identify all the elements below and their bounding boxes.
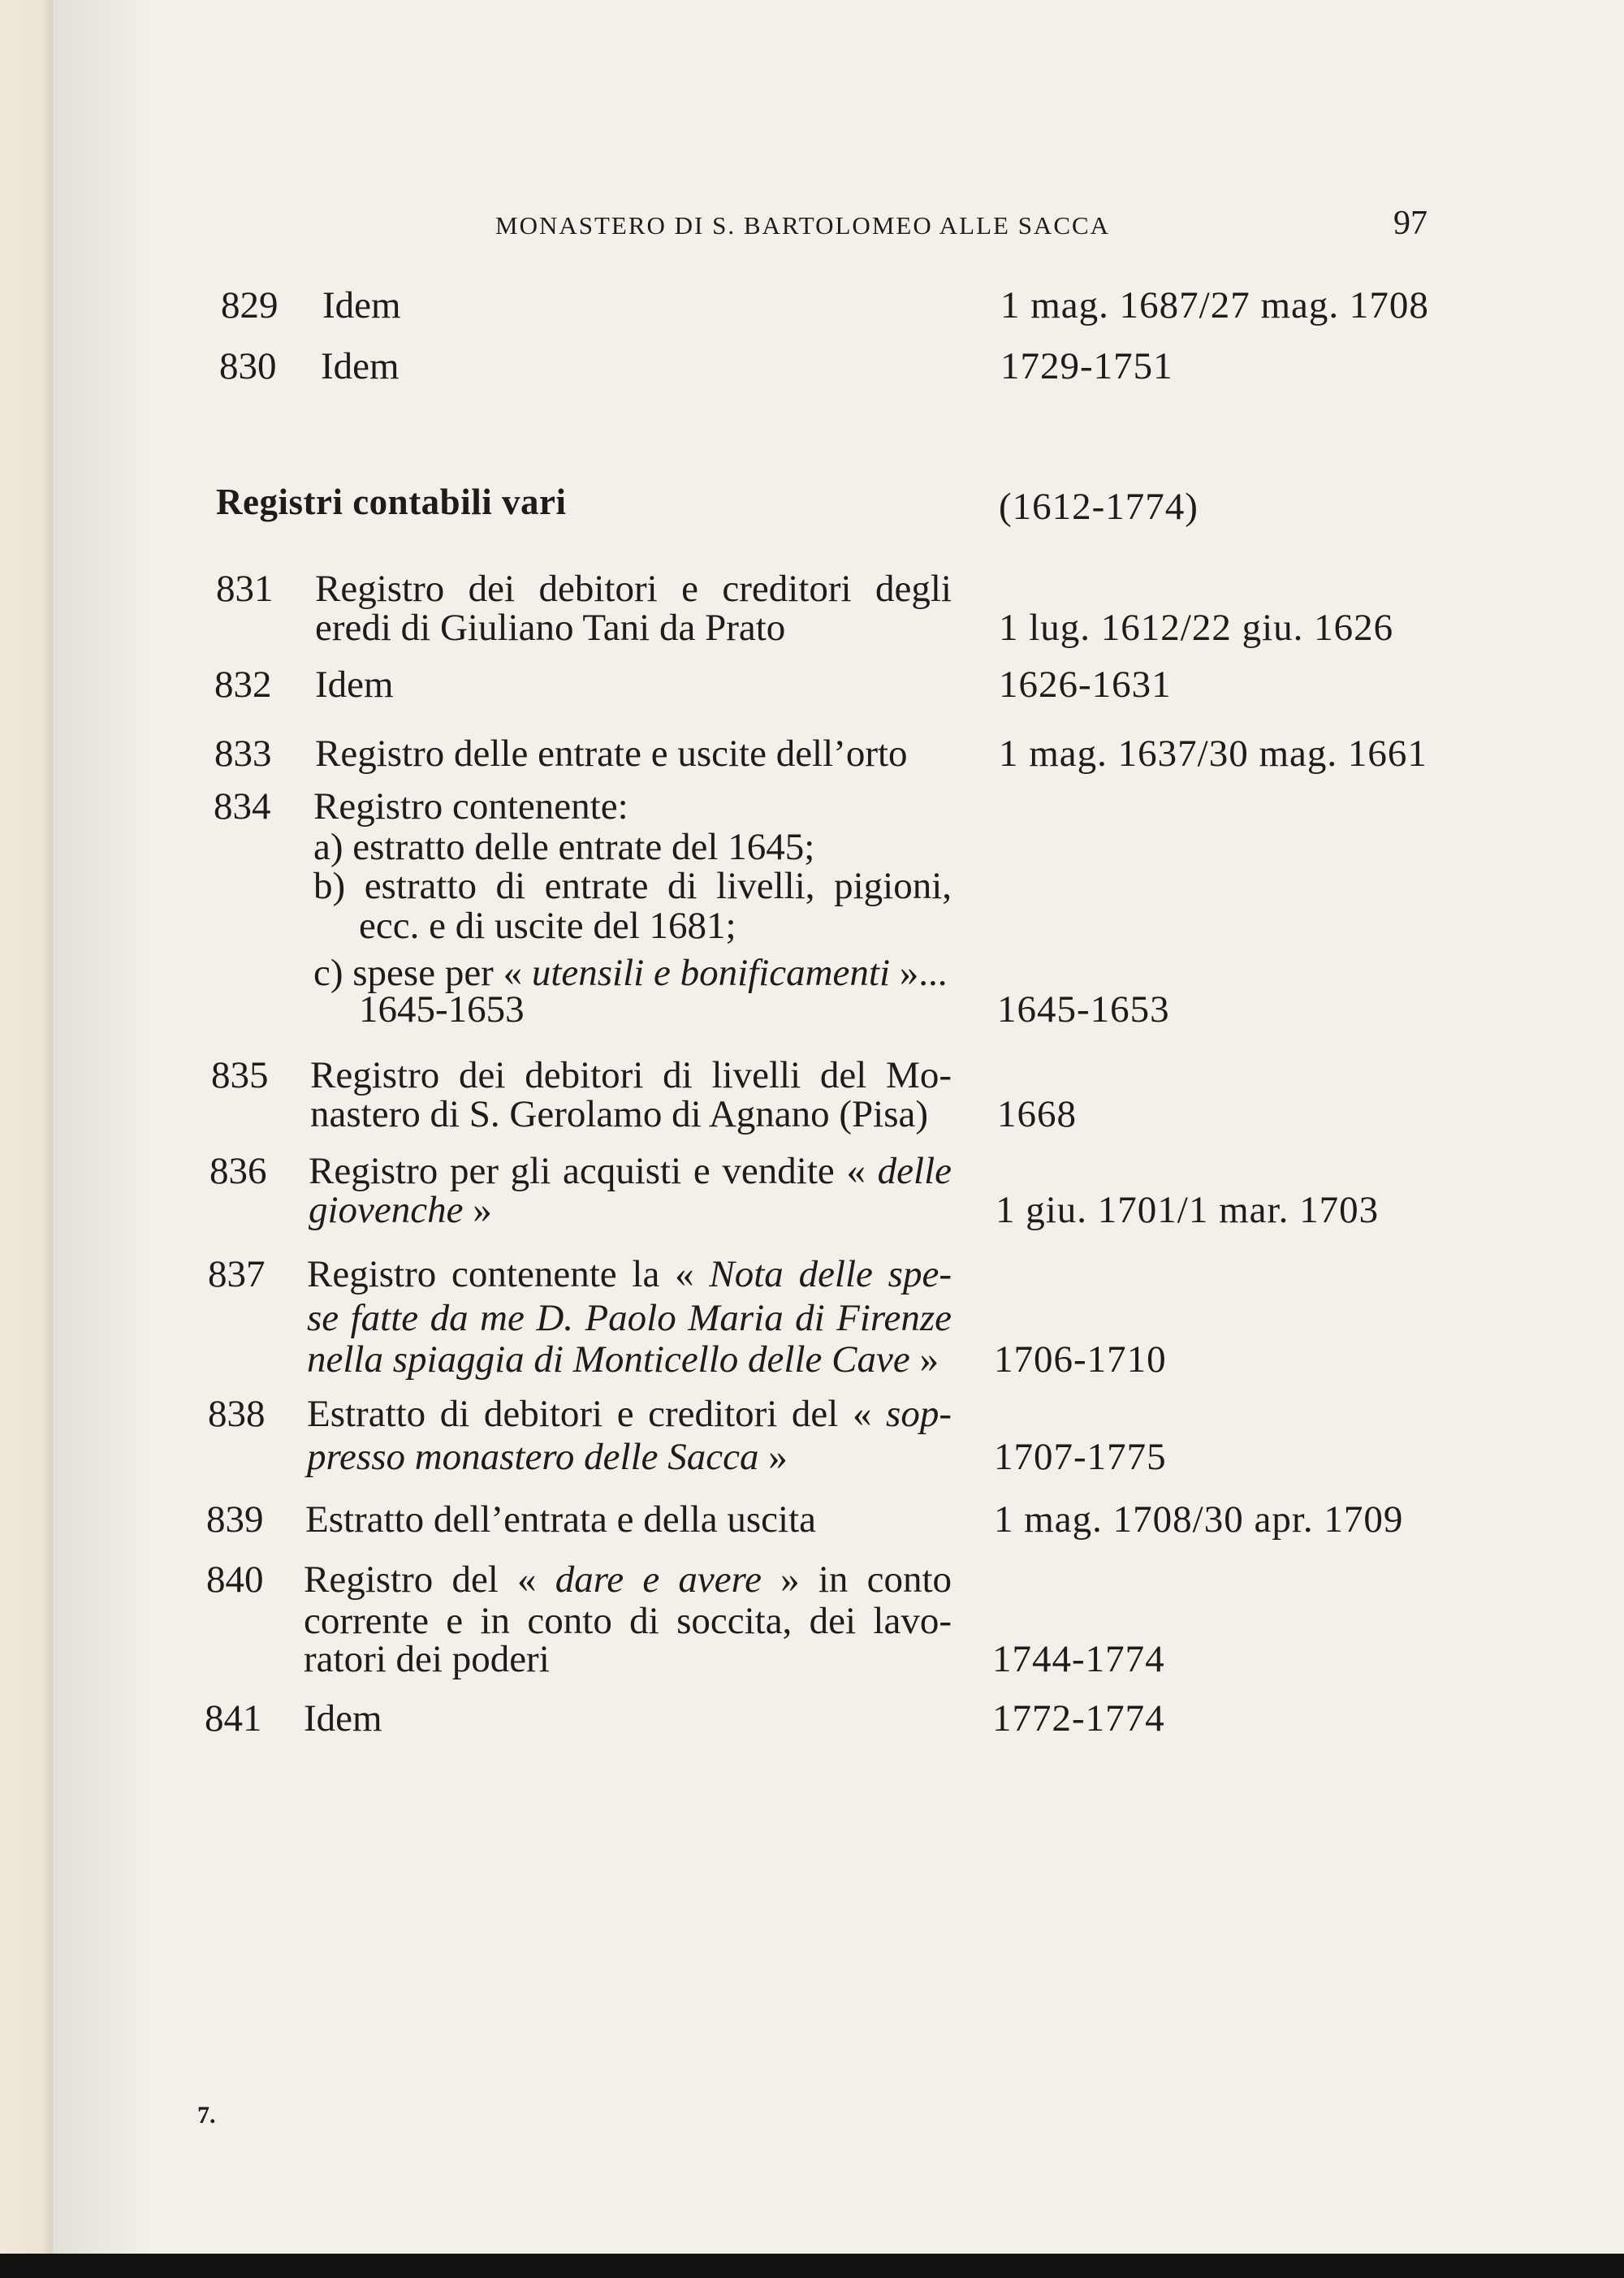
description-text: Registro contenente la « [307,1253,710,1295]
entry-description-line [359,987,525,1032]
entry-number: 841 [205,1697,262,1740]
entry-date: 1668 [997,1093,1077,1135]
entry-description-line [307,1337,939,1382]
entry-number: 835 [211,1054,269,1096]
entry-description-line [315,662,394,707]
entry-date: 1744-1774 [992,1638,1165,1680]
entry-date: 1645-1653 [997,988,1170,1031]
description-text: Idem [322,284,401,326]
description-text: Registro delle entrate e uscite dell’orto [315,733,908,775]
description-text: ecc. e di uscite del 1681; [359,905,736,947]
entry-number: 840 [206,1558,264,1601]
entry-description-line [321,344,400,389]
description-text: Registro dei debitori e creditori degli [315,568,952,610]
description-text: nastero di S. Gerolamo di Agnano (Pisa) [310,1093,929,1135]
entry-date: 1 mag. 1687/27 mag. 1708 [1000,284,1429,326]
entry-description-line [313,784,628,829]
entry-description-line [315,731,908,776]
entry-date: 1 giu. 1701/1 mar. 1703 [996,1189,1380,1231]
entry-description-line [307,1251,952,1297]
italic-quote-text: se fatte da me D. Paolo Maria di Firenze [307,1297,952,1339]
entry-number: 830 [219,345,277,387]
entry-description-line [309,1187,492,1233]
entry-date: 1 mag. 1708/30 apr. 1709 [994,1498,1404,1541]
entry-date: 1706-1710 [994,1338,1167,1381]
entry-description-line [313,863,952,909]
italic-quote-text: nella spiaggia di Monticello delle Cave [307,1338,910,1381]
entry-description-line [304,1696,382,1741]
description-text: » [758,1436,788,1478]
entry-number: 833 [214,733,272,775]
entry-description-line [304,1557,952,1602]
description-text: Idem [304,1697,382,1740]
description-text: corrente e in conto di soccita, dei lavo- [304,1600,952,1642]
gutter-shadow [53,0,150,2278]
entry-date: 1707-1775 [994,1436,1167,1478]
entry-date: 1 mag. 1637/30 mag. 1661 [999,733,1427,775]
entry-description-line [359,903,736,949]
entry-description-line [307,1295,952,1341]
section-title: Registri contabili vari [216,482,567,522]
running-title: MONASTERO DI S. BARTOLOMEO ALLE SACCA [495,211,1111,240]
description-text: »... [890,952,948,994]
entry-date: 1729-1751 [1000,345,1173,387]
entry-description-line [307,1391,952,1437]
entry-number: 839 [206,1498,264,1541]
entry-number: 832 [214,664,272,706]
description-text: Registro contenente: [313,785,628,828]
italic-quote-text: giovenche [309,1189,464,1231]
description-text: eredi di Giuliano Tani da Prato [315,607,786,649]
book-binding-edge [0,0,53,2278]
description-text: » [463,1189,492,1231]
description-text: » [909,1338,939,1381]
description-text: a) estratto delle entrate del 1645; [313,826,815,868]
description-text: b) estratto di entrate di livelli, pigioni, [313,865,952,907]
description-text: Estratto di debitori e creditori del « [307,1393,887,1435]
description-text: ratori dei poderi [304,1638,550,1680]
entry-number: 838 [208,1393,266,1435]
entry-date: 1772-1774 [992,1697,1165,1740]
entry-date: 1 lug. 1612/22 giu. 1626 [999,607,1394,649]
signature-mark: 7. [197,2102,216,2129]
entry-description-line [304,1636,550,1682]
entry-number: 834 [214,785,271,828]
description-text: Registro del « [304,1558,555,1601]
page-number: 97 [1393,205,1427,242]
entry-description-line [322,283,401,328]
entry-description-line [310,1091,928,1137]
entry-description-line [315,605,785,651]
description-text: Idem [321,345,400,387]
entry-number: 829 [221,284,279,326]
italic-quote-text: sop- [886,1393,952,1435]
italic-quote-text: presso monastero delle Sacca [307,1436,759,1478]
description-text: Idem [315,664,394,706]
entry-number: 831 [216,568,274,610]
description-text: » in conto [762,1558,952,1601]
entry-date: 1626-1631 [999,664,1172,706]
section-date-range: (1612-1774) [999,486,1199,528]
entry-description-line [307,1434,788,1480]
description-text: Registro dei debitori di livelli del Mo- [310,1054,952,1096]
entry-number: 836 [209,1150,267,1192]
description-text: Estratto dell’entrata e della uscita [305,1498,816,1541]
italic-quote-text: utensili e bonificamenti [531,952,891,994]
italic-quote-text: delle [877,1150,952,1192]
entry-description-line [305,1497,816,1542]
italic-quote-text: dare e avere [555,1558,762,1601]
entry-number: 837 [208,1253,266,1295]
description-text: c) spese per « [313,952,532,994]
scan-background [0,2254,1624,2278]
description-text: 1645-1653 [359,988,525,1031]
description-text: Registro per gli acquisti e vendite « [309,1150,878,1192]
italic-quote-text: Nota delle spe- [709,1253,952,1295]
